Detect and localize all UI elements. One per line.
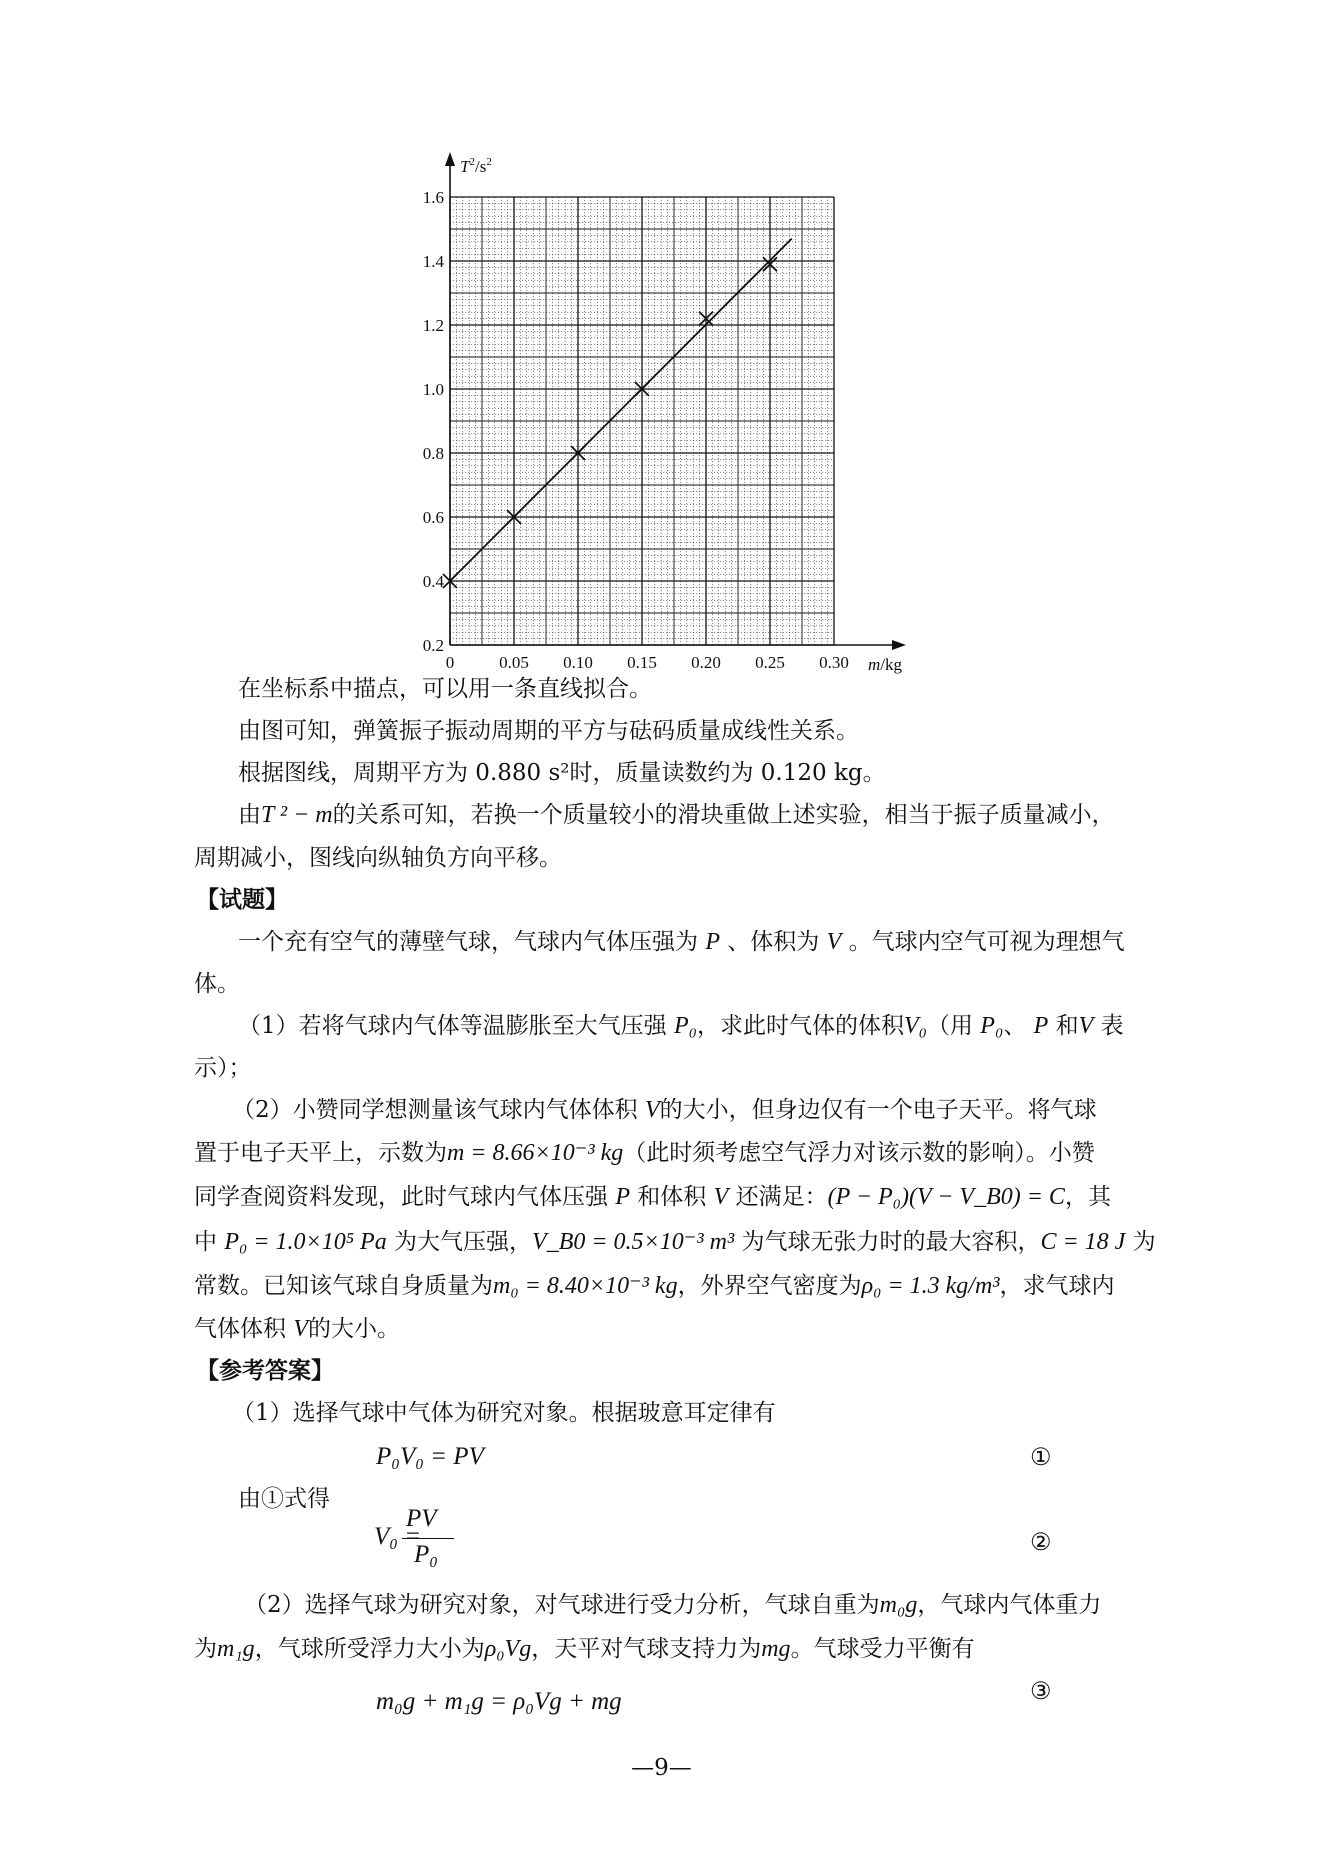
section-heading-answer: 【参考答案】: [196, 1357, 334, 1384]
y-tick-label: 1.0: [422, 380, 444, 399]
equation-2-left: V₀ =: [374, 1523, 422, 1550]
x-axis-label: m/kg: [868, 655, 903, 674]
y-axis-label: $T^2/s^2$: [460, 156, 492, 176]
equation-1: P₀V₀ = PV: [376, 1443, 484, 1470]
fit-line-segment: [450, 239, 792, 581]
equation-number-2: ②: [1030, 1528, 1052, 1556]
x-tick-label: 0.10: [563, 653, 593, 672]
y-tick-label: 0.6: [422, 508, 444, 527]
equation-3: m₀g + m₁g = ρ₀Vg + mg: [376, 1688, 622, 1715]
fraction-bar: [402, 1538, 454, 1539]
text-line-3: 根据图线，周期平方为 0.880 s²时，质量读数约为 0.120 kg。: [238, 760, 886, 786]
question-line-7: 同学查阅资料发现，此时气球内气体压强 P 和体积 V 还满足：(P − P₀)(V − V_B0) = C，其: [194, 1184, 1111, 1210]
question-line-5: （2）小赞同学想测量该气球内气体体积 V的大小，但身边仅有一个电子天平。将气球: [232, 1097, 1097, 1123]
question-line-10: 气体体积 V的大小。: [194, 1316, 400, 1342]
answer-line-3: （2）选择气球为研究对象，对气球进行受力分析，气球自重为m₀g，气球内气体重力: [244, 1592, 1102, 1618]
answer-line-4: 为m₁g，气球所受浮力大小为ρ₀Vg，天平对气球支持力为mg。气球受力平衡有: [194, 1636, 975, 1662]
equation-number-3: ③: [1030, 1677, 1052, 1705]
y-tick-label: 1.6: [422, 188, 444, 207]
t2-m-chart: [420, 150, 940, 690]
y-tick-label: 0.8: [422, 444, 444, 463]
question-line-3: （1）若将气球内气体等温膨胀至大气压强 P₀，求此时气体的体积V₀（用 P₀、 P 和V 表: [238, 1013, 1124, 1039]
equation-number-1: ①: [1030, 1443, 1052, 1471]
text-line-5: 周期减小，图线向纵轴负方向平移。: [194, 845, 562, 871]
x-tick-labels: [446, 653, 849, 672]
text-line-4: 由T ² − m的关系可知，若换一个质量较小的滑块重做上述实验，相当于振子质量减小，: [238, 802, 1115, 828]
x-tick-label: 0.05: [499, 653, 529, 672]
x-tick-label: 0.25: [755, 653, 785, 672]
text-line-2: 由图可知，弹簧振子振动周期的平方与砝码质量成线性关系。: [238, 718, 859, 744]
question-line-6: 置于电子天平上，示数为m = 8.66×10⁻³ kg（此时须考虑空气浮力对该示数的影响）。小赞: [194, 1140, 1095, 1166]
y-tick-labels: [423, 188, 445, 655]
y-tick-label: 1.2: [422, 316, 444, 335]
answer-line-1: （1）选择气球中气体为研究对象。根据玻意耳定律有: [232, 1400, 776, 1426]
x-tick-label: 0.15: [627, 653, 657, 672]
question-line-2: 体。: [194, 971, 240, 997]
y-tick-label: 1.4: [422, 252, 444, 271]
question-line-9: 常数。已知该气球自身质量为m₀ = 8.40×10⁻³ kg，外界空气密度为ρ₀ = 1.3 kg/m³，求气球内: [194, 1273, 1115, 1299]
page-number: —9—: [631, 1755, 692, 1781]
y-tick-label: 0.4: [422, 572, 444, 591]
text-line-1: 在坐标系中描点，可以用一条直线拟合。: [238, 676, 652, 702]
x-tick-label: 0: [445, 653, 455, 672]
answer-line-2: 由①式得: [238, 1486, 330, 1512]
equation-2-denominator: P₀: [414, 1541, 438, 1568]
x-tick-label: 0.20: [691, 653, 721, 672]
section-heading-question: 【试题】: [196, 886, 288, 913]
fit-line: [450, 239, 792, 581]
question-line-1: 一个充有空气的薄壁气球，气球内气体压强为 P 、体积为 V 。气球内空气可视为理想气: [238, 929, 1125, 955]
question-line-4: 示）；: [194, 1055, 252, 1081]
question-line-8: 中 P₀ = 1.0×10⁵ Pa 为大气压强，V_B0 = 0.5×10⁻³ m³ 为气球无张力时的最大容积，C = 18 J 为: [194, 1229, 1156, 1255]
y-tick-label: 0.2: [422, 636, 444, 655]
x-tick-label: 0.30: [819, 653, 849, 672]
equation-2-numerator: PV: [406, 1505, 437, 1532]
